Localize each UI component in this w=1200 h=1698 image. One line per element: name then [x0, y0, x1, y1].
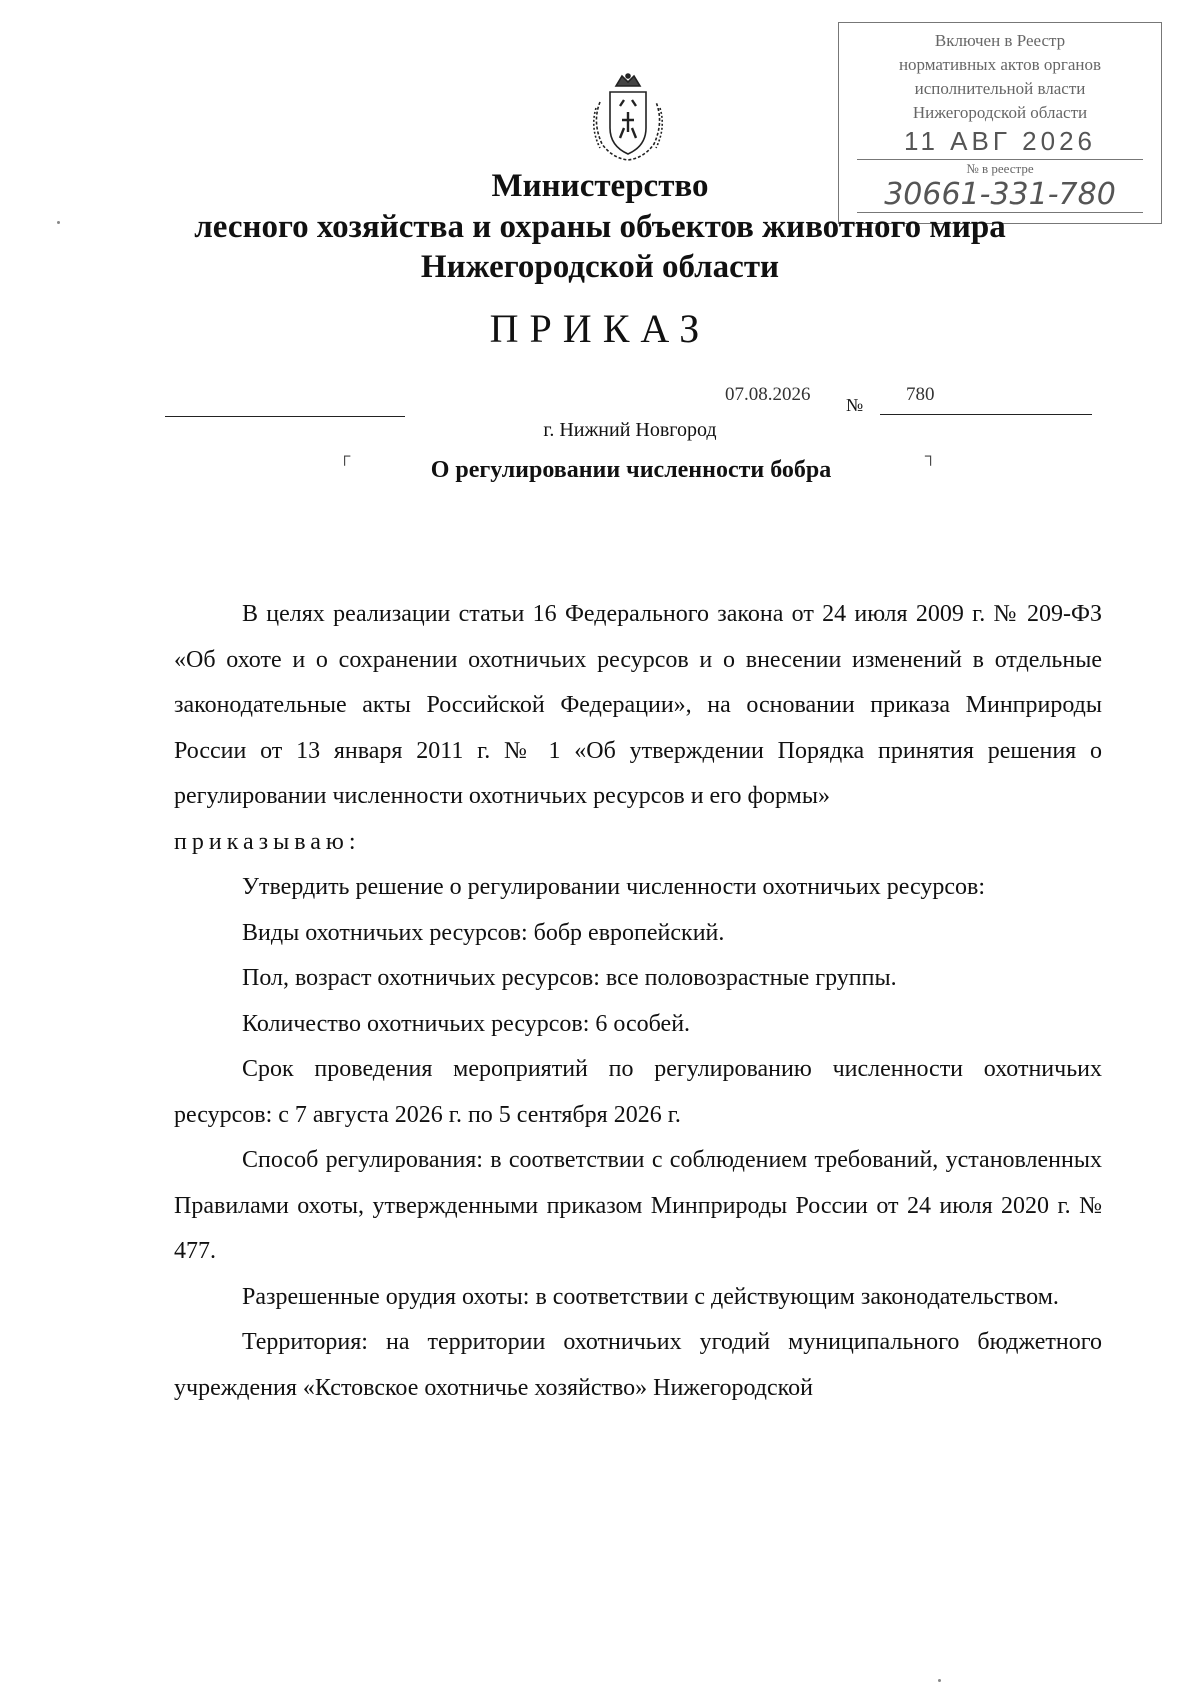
body-paragraph-method: Способ регулирования: в соответствии с соблюдением требований, установленных Правилами охоты, утвержденными приказом Минприроды России от 24 июля 2020 г. № 477. [174, 1147, 1102, 1264]
order-subject: О регулировании численности бобра [430, 457, 832, 483]
body-paragraph-species: Виды охотничьих ресурсов: бобр европейский. [242, 919, 725, 946]
body-paragraph-territory: Территория: на территории охотничьих угодий муниципального бюджетного учреждения «Кстовское охотничье хозяйство» Нижегородской [174, 1329, 1102, 1401]
city: г. Нижний Новгород [543, 419, 717, 441]
org-name-line-1: Министерство [491, 168, 709, 204]
body-paragraph-quantity: Количество охотничьих ресурсов: 6 особей. [242, 1010, 691, 1037]
scan-speck [57, 221, 60, 224]
body-paragraph-term: Срок проведения мероприятий по регулированию численности охотничьих ресурсов: с 7 августа 2026 г. по 5 сентября 2026 г. [174, 1056, 1102, 1128]
corner-mark-left: ┌ [339, 448, 351, 465]
document-type: ПРИКАЗ [489, 306, 711, 351]
stamp-line-4: Нижегородской области [912, 103, 1088, 122]
order-number: 780 [906, 384, 935, 405]
body-paragraph-weapons: Разрешенные орудия охоты: в соответствии с действующим законодательством. [242, 1283, 1059, 1310]
scan-speck [938, 1679, 941, 1682]
corner-mark-right: ┐ [925, 448, 937, 465]
body-paragraph-sex-age: Пол, возраст охотничьих ресурсов: все половозрастные группы. [242, 965, 897, 991]
number-sign: № [846, 395, 864, 415]
org-name-line-2: лесного хозяйства и охраны объектов животного мира [194, 209, 1006, 245]
stamp-date: 11 АВГ 2026 [903, 126, 1097, 156]
body-paragraph-approve: Утвердить решение о регулировании численности охотничьих ресурсов: [242, 874, 985, 900]
order-date: 07.08.2026 [725, 384, 811, 405]
coat-of-arms-emblem [582, 72, 674, 164]
stamp-reg-label: № в реестре [857, 159, 1143, 178]
stamp-reg-number: 30661-331-780 [857, 178, 1143, 213]
order-body [174, 592, 1102, 1411]
number-line [880, 414, 1092, 415]
stamp-line-2: нормативных актов органов [898, 55, 1102, 74]
org-name-line-3: Нижегородской области [420, 249, 780, 285]
stamp-line-3: исполнительной власти [914, 79, 1086, 98]
orders-keyword: приказываю: [174, 828, 361, 855]
preamble-paragraph: В целях реализации статьи 16 Федерального закона от 24 июля 2009 г. № 209-ФЗ «Об охоте и о сохранении охотничьих ресурсов и о внесении изменений в отдельные законодательные акты Российской Федерации», на основании приказа Минприроды России от 13 января 2011 г. № 1 «Об утверждении Порядка принятия решения о регулировании численности охотничьих ресурсов и его формы» [174, 601, 1102, 809]
stamp-line-1: Включен в Реестр [934, 31, 1066, 50]
date-line-left [165, 416, 405, 417]
